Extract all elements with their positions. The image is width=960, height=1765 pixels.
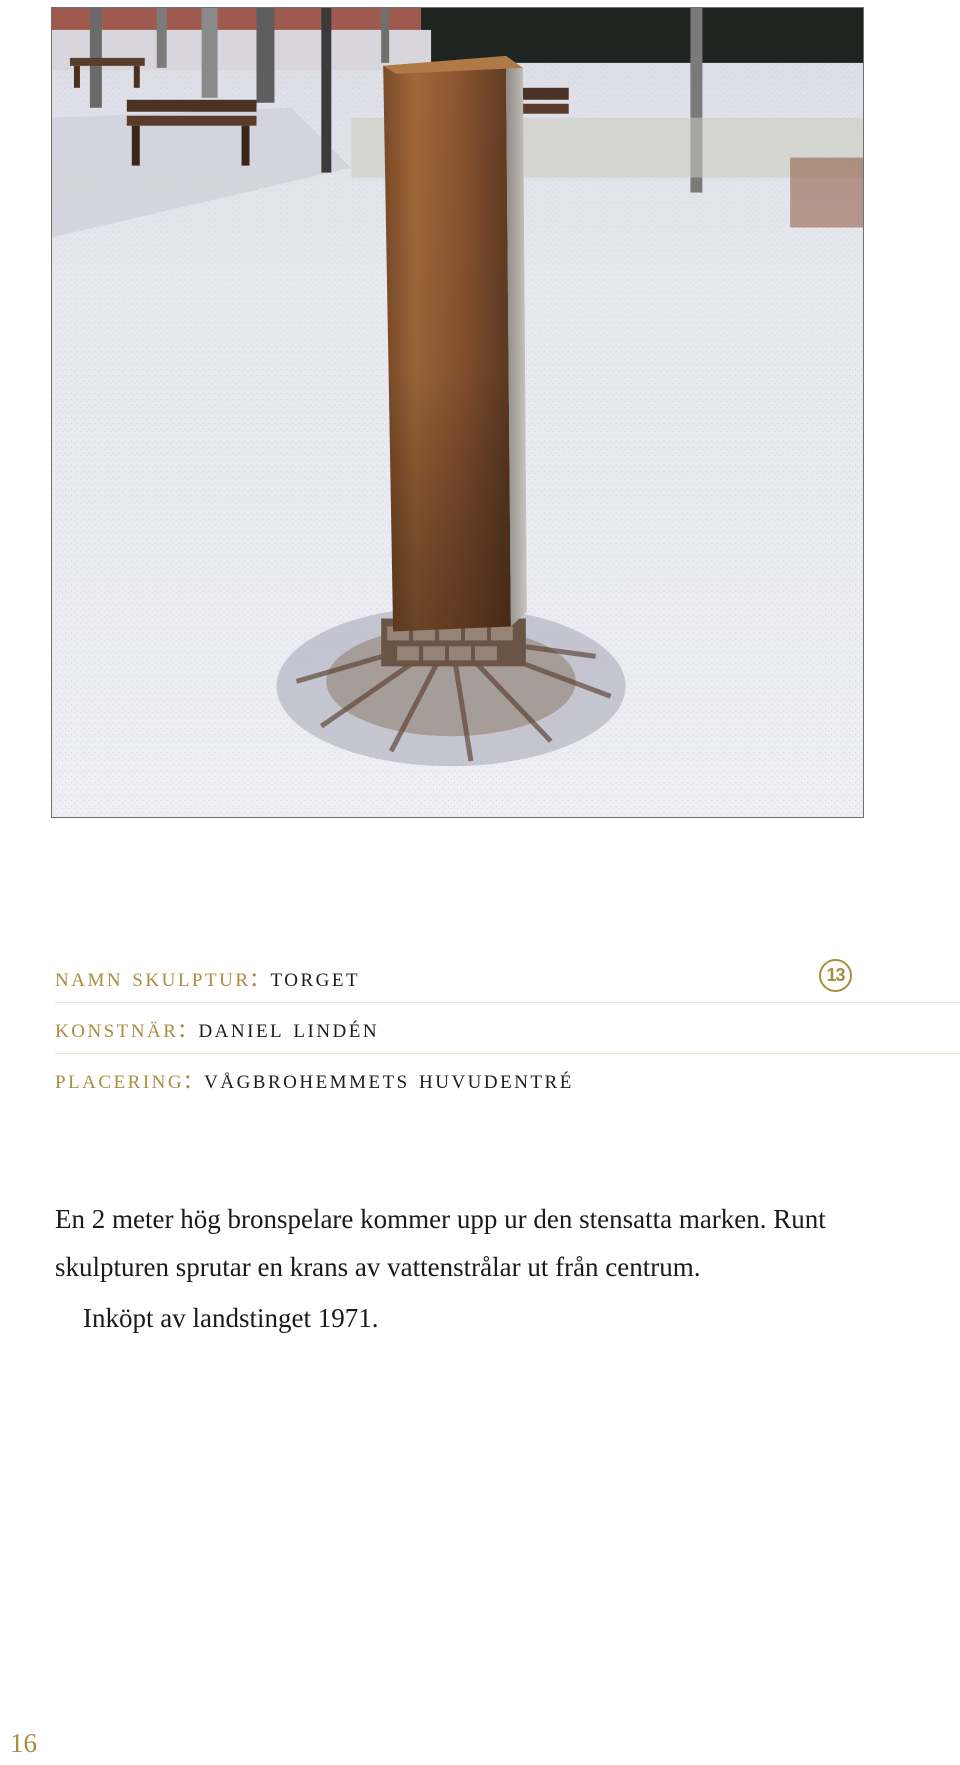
meta-row-location xyxy=(55,1054,960,1105)
meta-row-artist xyxy=(55,1003,960,1054)
sculpture-metadata xyxy=(55,952,960,1105)
sculpture-number-badge: 13 xyxy=(819,959,852,992)
sculpture-photo xyxy=(51,7,864,818)
meta-row-name xyxy=(55,952,960,1003)
artist-value: daniel lindén xyxy=(198,1012,380,1043)
sculpture-name-label: namn skulptur: xyxy=(55,961,261,992)
sculpture-name-value: torget xyxy=(270,961,361,992)
location-value: vågbrohemmets huvudentré xyxy=(204,1064,574,1094)
sculpture-description xyxy=(55,1195,935,1342)
description-paragraph: En 2 meter hög bronspelare kommer upp ur den stensatta marken. Runt skulpturen sprutar en krans av vattenstrålar ut från centrum. xyxy=(55,1204,826,1282)
location-label: placering: xyxy=(55,1064,195,1094)
purchase-note: Inköpt av landstinget 1971. xyxy=(83,1303,379,1333)
page-number: 16 xyxy=(10,1728,37,1758)
artist-label: konstnär: xyxy=(55,1012,189,1043)
